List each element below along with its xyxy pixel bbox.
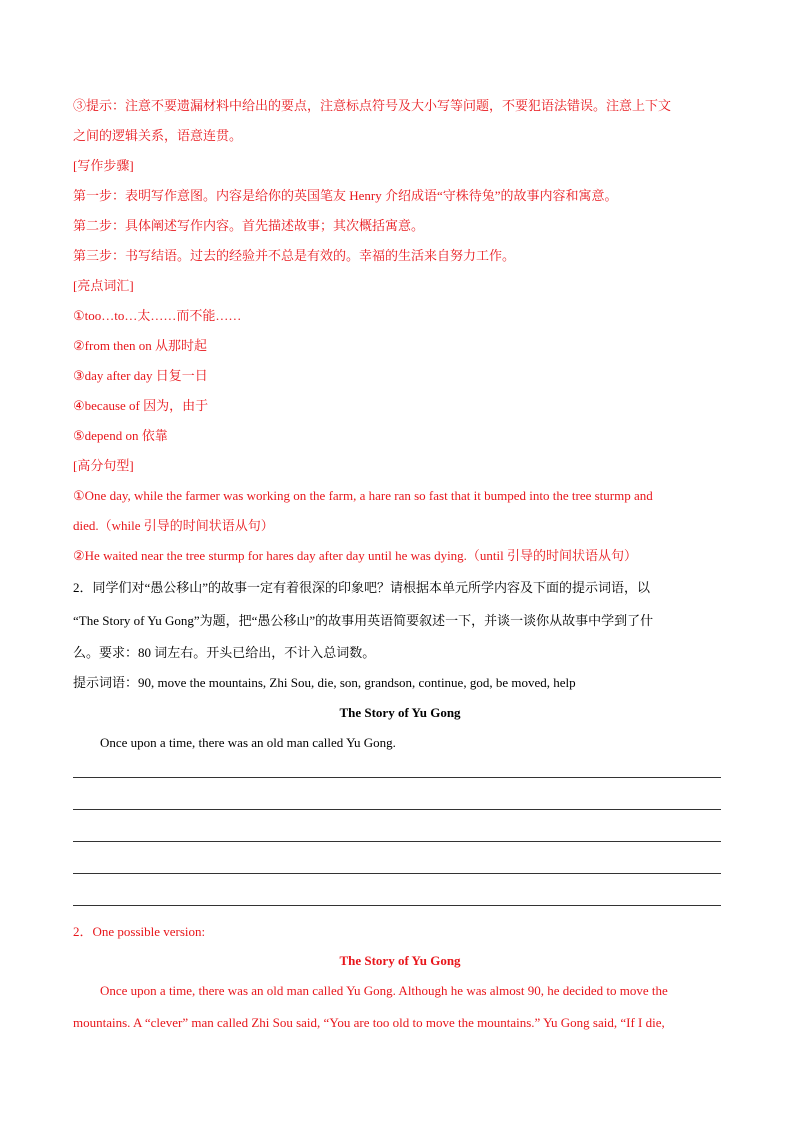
answer-line-2: mountains. A “clever” man called Zhi Sou said, “You are too old to move the mountains.” Yu Gong said, “If I die, [73,1015,665,1030]
vocabulary-item: ②from then on 从那时起 [73,338,208,353]
answer-label: 2．One possible version: [73,924,206,939]
question-2-line-1: 2．同学们对“愚公移山”的故事一定有着很深的印象吧？请根据本单元所学内容及下面的提示词语，以 [73,580,651,595]
sentence-2: ②He waited near the tree sturmp for hares day after day until he was dying.（until 引导的时间状语从句） [73,548,638,563]
tip-line-2: 之间的逻辑关系，语意连贯。 [73,128,243,143]
question-2-line-3: 么。要求：80 词左右。开头已给出，不计入总词数。 [73,645,376,660]
step-2: 第二步：具体阐述写作内容。首先描述故事；其次概括寓意。 [73,218,425,233]
sentence-1-line-2: died.（while 引导的时间状语从句） [73,518,274,533]
question-2-line-2: “The Story of Yu Gong”为题，把“愚公移山”的故事用英语简要叙述一下，并谈一谈你从故事中学到了什 [73,613,654,628]
answer-line[interactable] [73,809,721,810]
answer-line[interactable] [73,777,721,778]
answer-line[interactable] [73,873,721,874]
essay-opening: Once upon a time, there was an old man called Yu Gong. [100,735,396,750]
essay-title: The Story of Yu Gong [339,705,461,720]
answer-line[interactable] [73,841,721,842]
section-heading-vocabulary: [亮点词汇] [73,278,134,293]
step-1: 第一步：表明写作意图。内容是给你的英国笔友 Henry 介绍成语“守株待兔”的故事内容和寓意。 [73,188,618,203]
tip-line-1: ③提示：注意不要遗漏材料中给出的要点，注意标点符号及大小写等问题，不要犯语法错误。注意上下文 [73,98,672,113]
vocabulary-item: ⑤depend on 依靠 [73,428,168,443]
hint-words: 提示词语：90, move the mountains, Zhi Sou, die, son, grandson, continue, god, be moved, help [73,675,576,690]
answer-line-1: Once upon a time, there was an old man called Yu Gong. Although he was almost 90, he decided to move the [100,983,668,998]
answer-title: The Story of Yu Gong [339,953,461,968]
section-heading-sentences: [高分句型] [73,458,134,473]
step-3: 第三步：书写结语。过去的经验并不总是有效的。幸福的生活来自努力工作。 [73,248,516,263]
sentence-1-line-1: ①One day, while the farmer was working on the farm, a hare ran so fast that it bumped into the tree sturmp and [73,488,653,503]
section-heading-steps: [写作步骤] [73,158,134,173]
vocabulary-item: ④because of 因为，由于 [73,398,209,413]
answer-line[interactable] [73,905,721,906]
vocabulary-item: ③day after day 日复一日 [73,368,208,383]
vocabulary-item: ①too…to…太……而不能…… [73,308,242,323]
